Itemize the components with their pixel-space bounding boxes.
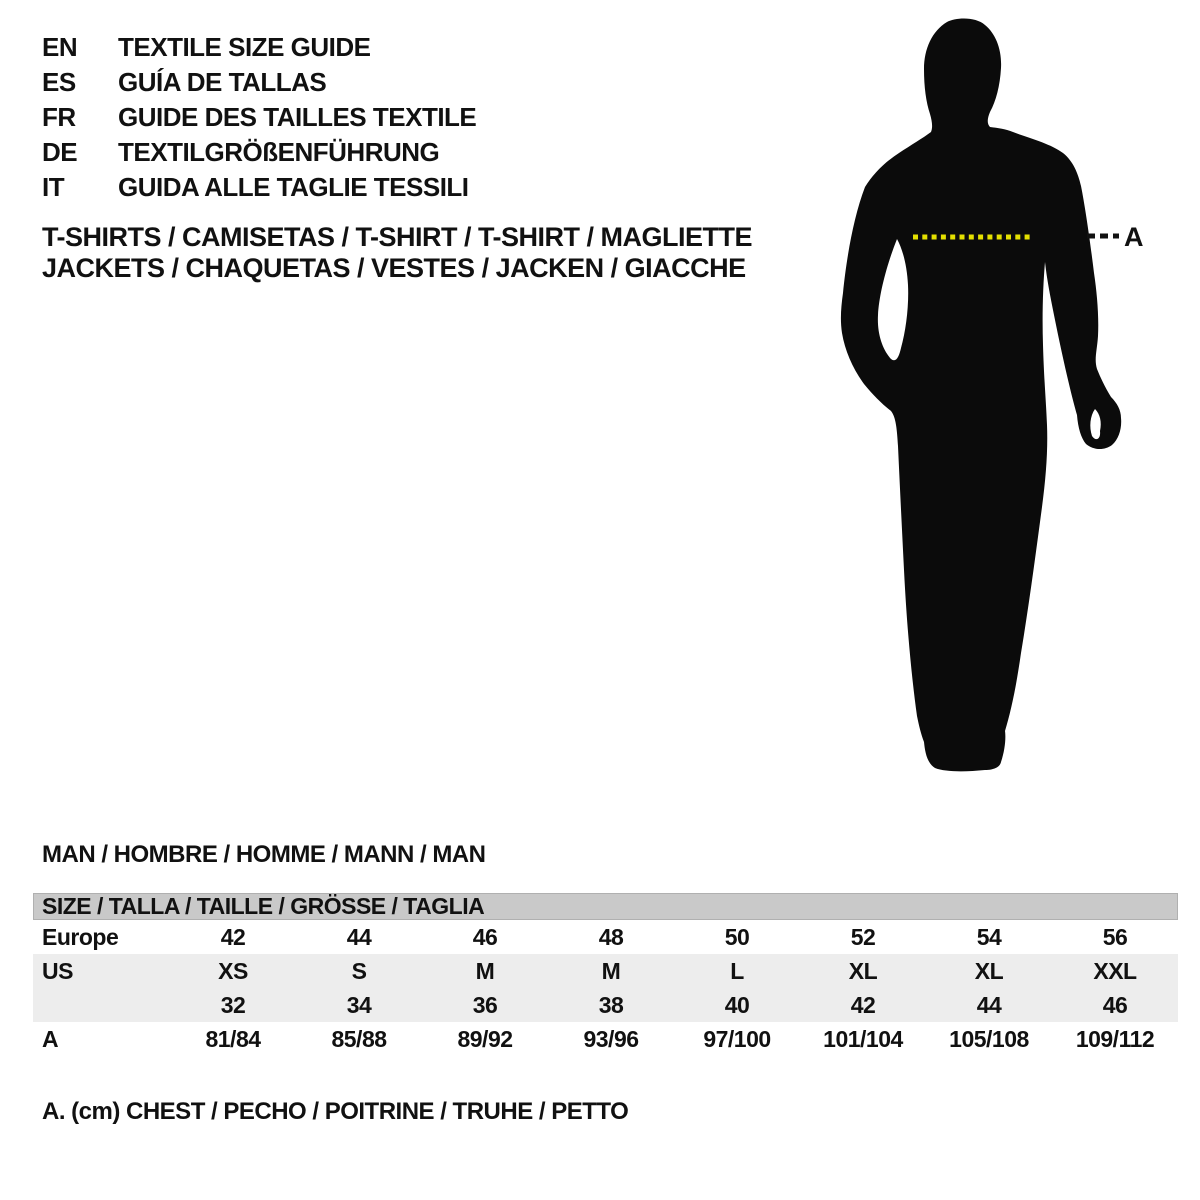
- lang-row-es: [42, 65, 476, 100]
- table-cell: 52: [850, 923, 876, 950]
- table-cell: 89/92: [457, 1025, 513, 1052]
- garment-type-block: [42, 222, 752, 284]
- table-cell: 93/96: [583, 1025, 639, 1052]
- table-cell: XL: [974, 957, 1004, 984]
- fist-notch: [1090, 409, 1100, 439]
- garment-line-tshirts: T-SHIRTS / CAMISETAS / T-SHIRT / T-SHIRT / MAGLIETTE: [42, 222, 753, 252]
- table-cell: XS: [218, 957, 248, 984]
- table-row-us: [33, 954, 1178, 988]
- lang-title: TEXTILGRÖßENFÜHRUNG: [118, 137, 440, 167]
- lang-title: GUIDE DES TAILLES TEXTILE: [118, 102, 477, 132]
- lang-code: EN: [42, 32, 78, 62]
- table-cell: 50: [724, 923, 750, 950]
- man-silhouette: [841, 19, 1121, 772]
- table-cell: 109/112: [1075, 1025, 1155, 1052]
- row-label: Europe: [42, 923, 119, 950]
- language-title-block: [42, 30, 476, 205]
- table-cell: 36: [472, 991, 498, 1018]
- table-cell: XL: [848, 957, 878, 984]
- table-cell: XXL: [1093, 957, 1137, 984]
- table-cell: 46: [1102, 991, 1128, 1018]
- table-row-us-numeric: [33, 988, 1178, 1022]
- table-cell: 46: [472, 923, 498, 950]
- table-cell: S: [351, 957, 367, 984]
- table-cell: 56: [1102, 923, 1128, 950]
- lang-title: GUIDA ALLE TAGLIE TESSILI: [118, 172, 469, 202]
- lang-code: FR: [42, 102, 76, 132]
- table-cell: 32: [220, 991, 246, 1018]
- table-cell: L: [730, 957, 744, 984]
- table-cell: 81/84: [205, 1025, 261, 1052]
- table-cell: 38: [598, 991, 624, 1018]
- lang-row-en: [42, 30, 476, 65]
- lang-code: DE: [42, 137, 78, 167]
- size-table-header-bar: [33, 893, 1178, 920]
- table-cell: 54: [976, 923, 1002, 950]
- lang-row-de: [42, 135, 476, 170]
- table-row-chest-a: [33, 1022, 1178, 1056]
- measurement-label-a: A: [1124, 222, 1144, 252]
- row-label: US: [42, 957, 73, 984]
- table-cell: 40: [724, 991, 750, 1018]
- section-title-man: MAN / HOMBRE / HOMME / MANN / MAN: [42, 841, 486, 868]
- table-row-europe: [33, 920, 1178, 954]
- table-cell: 42: [220, 923, 246, 950]
- table-cell: 105/108: [949, 1025, 1029, 1052]
- row-label: A: [42, 1025, 59, 1052]
- table-cell: M: [601, 957, 621, 984]
- table-cell: 97/100: [703, 1025, 771, 1052]
- size-table: [33, 893, 1178, 1056]
- lang-code: IT: [42, 172, 65, 202]
- table-cell: 85/88: [331, 1025, 387, 1052]
- table-cell: 101/104: [823, 1025, 903, 1052]
- table-cell: 44: [346, 923, 372, 950]
- garment-line-jackets: JACKETS / CHAQUETAS / VESTES / JACKEN / GIACCHE: [42, 253, 746, 283]
- lang-code: ES: [42, 67, 76, 97]
- table-cell: 44: [976, 991, 1002, 1018]
- table-cell: 34: [346, 991, 372, 1018]
- table-cell: 48: [598, 923, 624, 950]
- lang-row-it: [42, 170, 476, 205]
- table-cell: M: [475, 957, 495, 984]
- arm-torso-gap: [878, 239, 908, 360]
- lang-row-fr: [42, 100, 476, 135]
- lang-title: TEXTILE SIZE GUIDE: [118, 32, 371, 62]
- table-cell: 42: [850, 991, 876, 1018]
- size-table-header-label: SIZE / TALLA / TAILLE / GRÖSSE / TAGLIA: [42, 893, 485, 919]
- measurement-legend: A. (cm) CHEST / PECHO / POITRINE / TRUHE / PETTO: [42, 1098, 629, 1125]
- lang-title: GUÍA DE TALLAS: [118, 67, 327, 97]
